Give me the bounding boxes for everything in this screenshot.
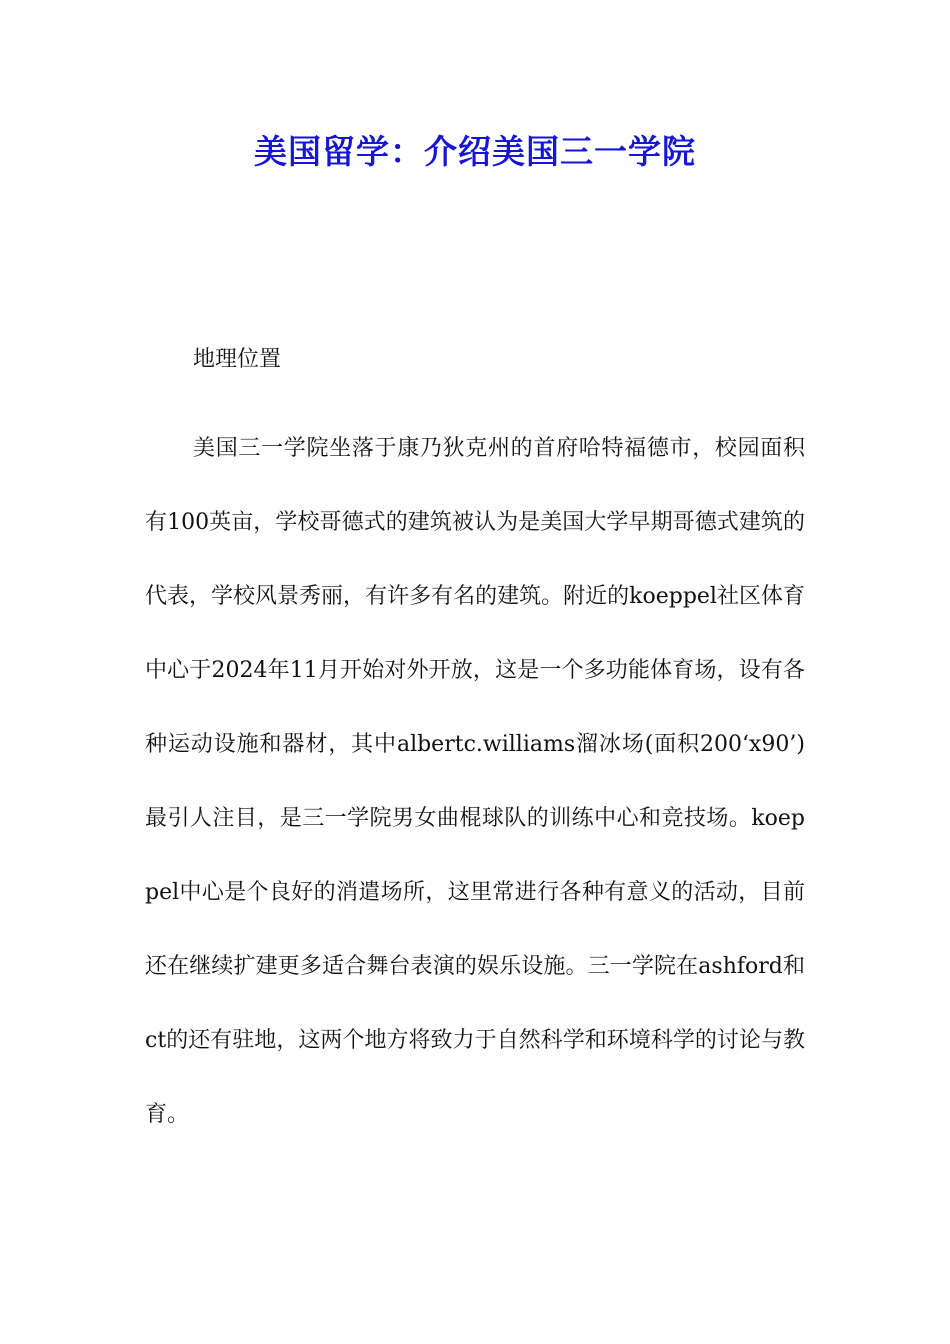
- section-heading: 地理位置: [193, 347, 282, 372]
- document-title: 美国留学：介绍美国三一学院: [254, 132, 696, 171]
- body-paragraph: 美国三一学院坐落于康乃狄克州的首府哈特福德市，校园面积有100英亩，学校哥德式的建筑被认为是美国大学早期哥德式建筑的代表，学校风景秀丽，有许多有名的建筑。附近的koeppel社区体育中心于2024年11月开始对外开放，这是一个多功能体育场，设有各种运动设施和器材，其中albertc.williams溜冰场(面积200‘x90’)最引人注目，是三一学院男女曲棍球队的训练中心和竞技场。koeppel中心是个良好的消遣场所，这里常进行各种有意义的活动，目前还在继续扩建更多适合舞台表演的娱乐设施。三一学院在ashford和ct的还有驻地，这两个地方将致力于自然科学和环境科学的讨论与教育。: [145, 436, 805, 1127]
